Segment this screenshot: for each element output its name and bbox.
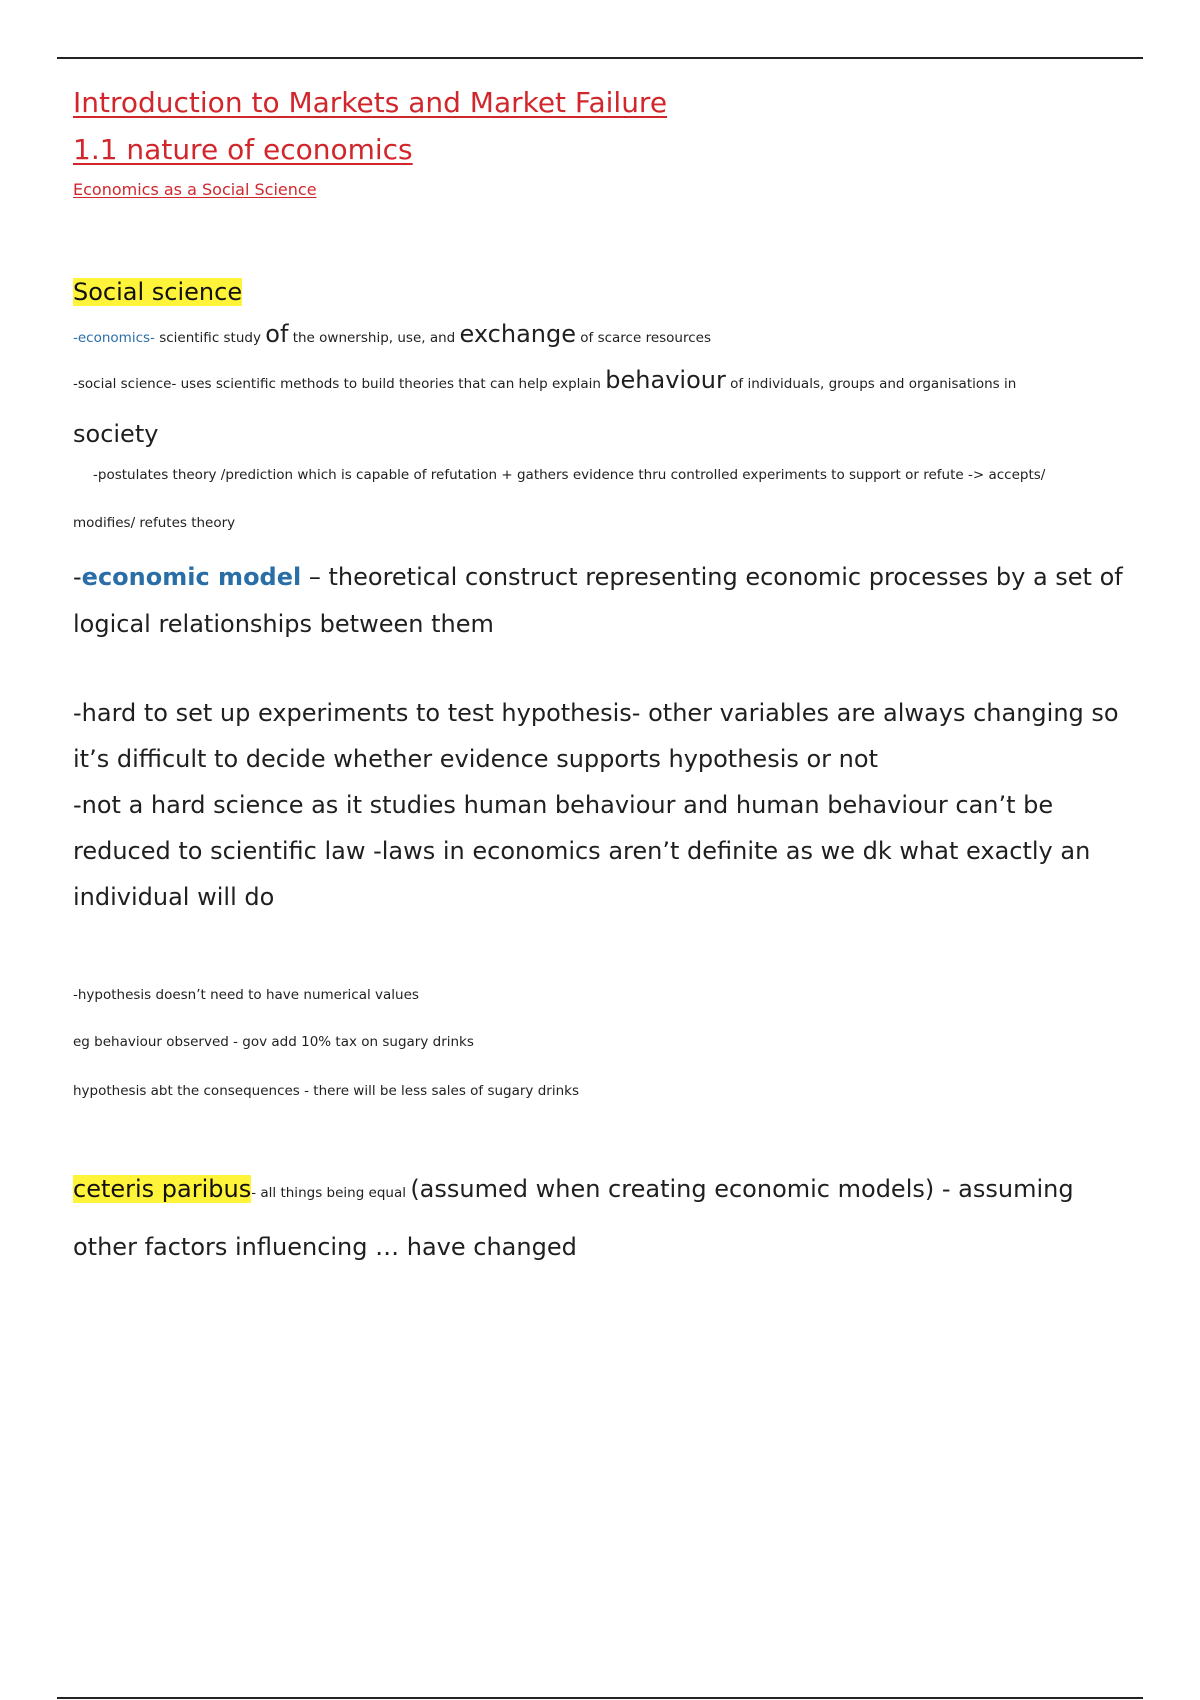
postulates-text: -postulates theory /prediction which is capable of refutation + gathers evidence thru controlled experiments to support or refute -> accepts/ (93, 467, 1046, 483)
hypothesis-line-3: hypothesis abt the consequences - there will be less sales of sugary drinks (73, 1083, 579, 1099)
economic-model-prefix: - (73, 563, 82, 591)
social-science-highlight: Social science (73, 278, 243, 306)
economics-text-b: of (265, 320, 289, 348)
economics-text-d: exchange (459, 320, 576, 348)
subsection-heading: Economics as a Social Science (73, 180, 317, 199)
top-rule (57, 57, 1143, 59)
economics-text-c: the ownership, use, and (288, 330, 460, 346)
social-science-text-a: -social science- uses scientific methods to build theories that can help explain (73, 376, 606, 392)
economic-model-definition (73, 554, 1123, 648)
social-science-text-b: behaviour (605, 366, 726, 394)
hard-science-paragraph (73, 690, 1123, 920)
hard-science-p1: -hard to set up experiments to test hypothesis- other variables are always changing so it’s difficult to decide whether evidence supports hypothesis or not (73, 699, 1119, 773)
social-science-definition (73, 366, 1016, 394)
section-heading: 1.1 nature of economics (73, 133, 413, 166)
society-word: society (73, 420, 159, 448)
ceteris-text-b: - assuming other factors influencing … have changed (73, 1175, 1074, 1261)
modifies-text: modifies/ refutes theory (73, 515, 236, 531)
ceteris-paribus-term: ceteris paribus (73, 1175, 252, 1203)
bottom-rule (57, 1697, 1143, 1699)
ceteris-small-text: - all things being equal (251, 1185, 411, 1201)
hypothesis-line-2: eg behaviour observed - gov add 10% tax on sugary drinks (73, 1034, 474, 1050)
economics-definition (73, 320, 711, 348)
economics-text-a: scientific study (154, 330, 266, 346)
social-science-text-c: of individuals, groups and organisations in (725, 376, 1017, 392)
ceteris-text-a: (assumed when creating economic models) (410, 1175, 935, 1203)
economic-model-text: – theoretical construct representing economic processes by a set of logical relationships between them (73, 563, 1123, 638)
economic-model-term: economic model (81, 563, 302, 591)
economics-term: -economics- (73, 330, 155, 346)
hypothesis-line-1: -hypothesis doesn’t need to have numerical values (73, 987, 419, 1003)
hard-science-p2: -not a hard science as it studies human behaviour and human behaviour can’t be reduced to scientific law -laws in economics aren’t definite as we dk what exactly an individual will do (73, 791, 1091, 911)
economics-text-e: of scarce resources (575, 330, 712, 346)
ceteris-paribus-paragraph (73, 1162, 1123, 1274)
document-title: Introduction to Markets and Market Failure (73, 86, 668, 119)
social-science-heading (73, 278, 242, 306)
